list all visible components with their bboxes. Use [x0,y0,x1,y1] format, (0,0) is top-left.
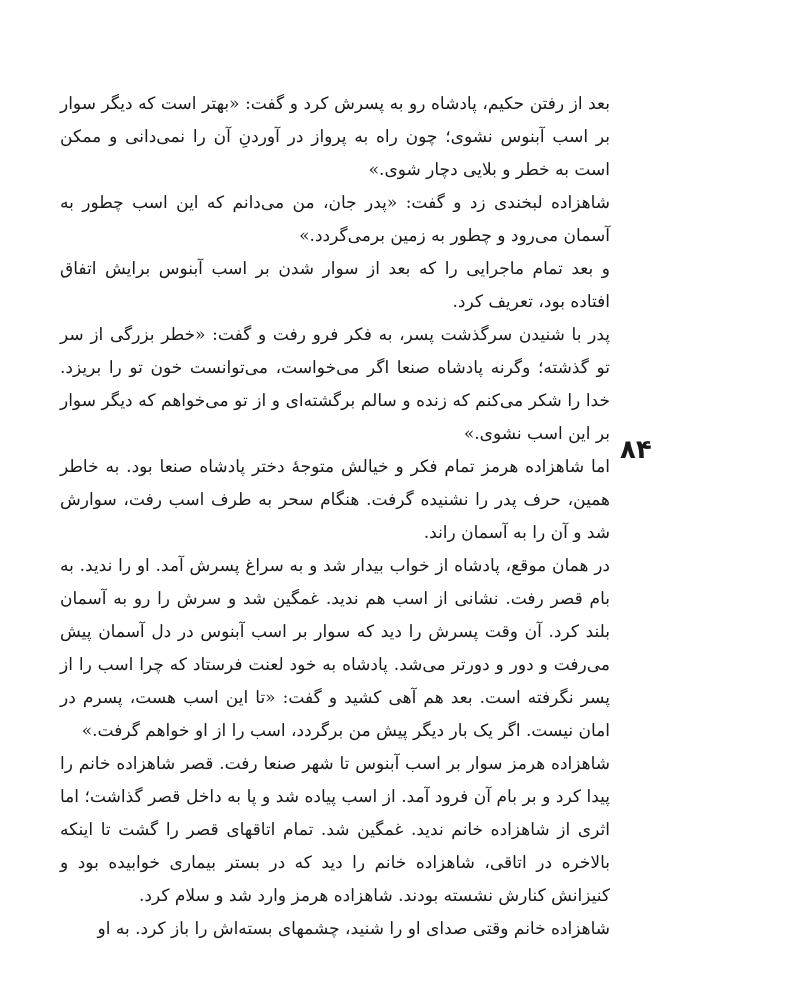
paragraph: اما شاهزاده هرمز تمام فکر و خیالش متوجهٔ دختر پادشاه صنعا بود. به خاطر همین، حرف پدر را نشنیده گرفت. هنگام سحر به طرف اسب رفت، سوارش شد و آن را به آسمان راند. [60,457,610,543]
paragraph: پدر با شنیدن سرگذشت پسر، به فکر فرو رفت و گفت: «خطر بزرگی از سر تو گذشته؛ وگرنه پادشاه صنعا اگر می‌خواست، می‌توانست خون تو را بریزد. خدا را شکر می‌کنم که زنده و سالم برگشته‌ای و از تو می‌خواهم که دیگر سوار بر این اسب نشوی.» [60,325,610,444]
body-text [60,88,610,946]
page-number: ۸۴ [620,435,652,465]
paragraph: بعد از رفتن حکیم، پادشاه رو به پسرش کرد و گفت: «بهتر است که دیگر سوار بر اسب آبنوس نشوی؛ چون راه به پرواز در آوردنِ آن را نمی‌دانی و ممکن است به خطر و بلایی دچار شوی.» [60,94,610,180]
paragraph: شاهزاده لبخندی زد و گفت: «پدر جان، من می‌دانم که این اسب چطور به آسمان می‌رود و چطور به زمین برمی‌گردد.» [60,193,610,246]
paragraph: شاهزاده هرمز سوار بر اسب آبنوس تا شهر صنعا رفت. قصر شاهزاده خانم را پیدا کرد و بر بام آن فرود آمد. از اسب پیاده شد و پا به داخل قصر گذاشت؛ اما اثری از شاهزاده خانم ندید. غمگین شد. تمام اتاقهای قصر را گشت تا اینکه بالاخره در اتاقی، شاهزاده خانم را دید که در بستر بیماری خوابیده بود و کنیزانش کنارش نشسته بودند. شاهزاده هرمز وارد شد و سلام کرد. [60,754,610,906]
paragraph: شاهزاده خانم وقتی صدای او را شنید، چشمهای بسته‌اش را باز کرد. به او [97,919,610,939]
paragraph: و بعد تمام ماجرایی را که بعد از سوار شدن بر اسب آبنوس برایش اتفاق افتاده بود، تعریف کرد. [60,259,610,312]
paragraph: در همان موقع، پادشاه از خواب بیدار شد و به سراغ پسرش آمد. او را ندید. به بام قصر رفت. نشانی از اسب هم ندید. غمگین شد و سرش را رو به آسمان بلند کرد. آن وقت پسرش را دید که سوار بر اسب آبنوس در دل آسمان پیش می‌رفت و دور و دورتر می‌شد. پادشاه به خود لعنت فرستاد که چرا اسب را از پسر نگرفته است. بعد هم آهی کشید و گفت: «تا این اسب هست، پسرم در امان نیست. اگر یک بار دیگر پیش من برگردد، اسب را از او خواهم گرفت.» [60,556,610,741]
